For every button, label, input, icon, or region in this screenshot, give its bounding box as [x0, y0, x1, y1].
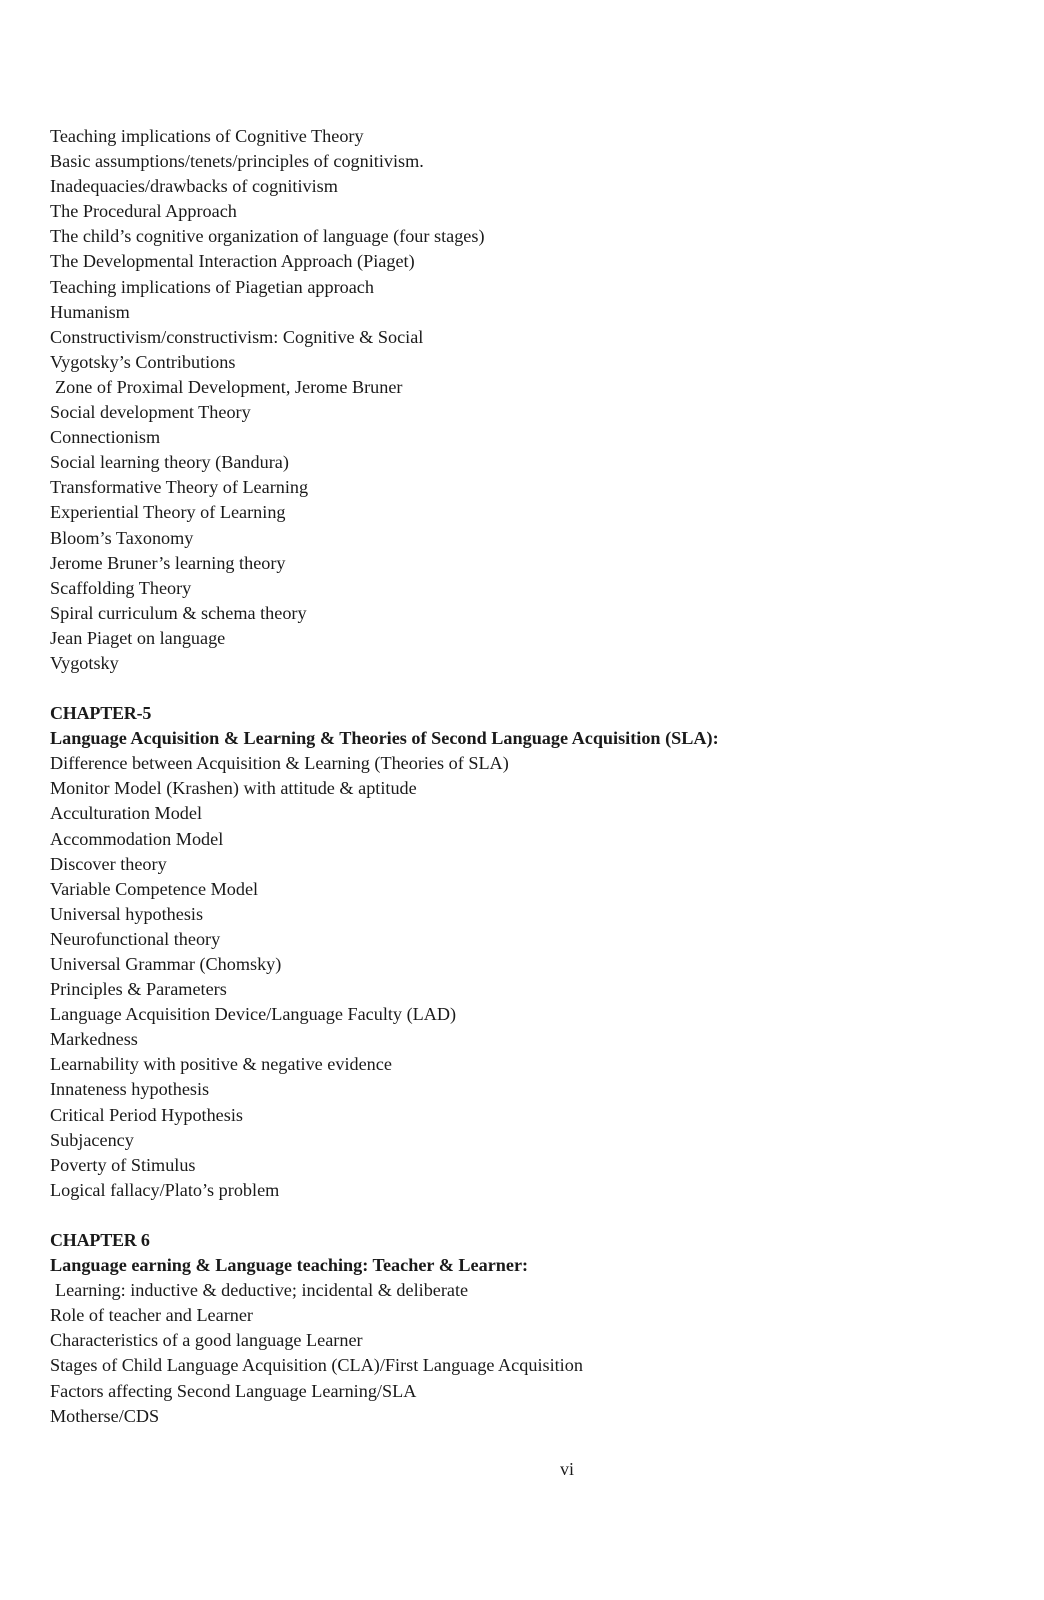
- chapter-5-label: CHAPTER-5: [50, 703, 152, 724]
- list-item: Poverty of Stimulus: [50, 1154, 196, 1175]
- page-number: vi: [559, 1459, 574, 1479]
- list-item: Motherse/CDS: [50, 1405, 160, 1426]
- list-item: Markedness: [50, 1029, 138, 1050]
- list-item: Vygotsky: [50, 652, 119, 673]
- list-item: Connectionism: [50, 427, 161, 448]
- list-item: Vygotsky’s Contributions: [50, 351, 236, 372]
- list-item: Monitor Model (Krashen) with attitude & aptitude: [50, 778, 417, 799]
- list-item: Jean Piaget on language: [50, 627, 226, 648]
- list-item: Jerome Bruner’s learning theory: [50, 552, 286, 573]
- list-item: Characteristics of a good language Learner: [50, 1330, 363, 1351]
- intro-list: [50, 124, 1010, 676]
- list-item: Constructivism/constructivism: Cognitive & Social: [50, 326, 424, 347]
- list-item: Factors affecting Second Language Learning/SLA: [50, 1380, 417, 1401]
- list-item: Neurofunctional theory: [50, 928, 221, 949]
- list-item: Spiral curriculum & schema theory: [50, 602, 307, 623]
- contents-page: [50, 124, 1010, 1429]
- list-item: Universal hypothesis: [50, 903, 204, 924]
- list-item: Accommodation Model: [50, 828, 224, 849]
- list-item: Role of teacher and Learner: [50, 1305, 253, 1326]
- list-item: Teaching implications of Piagetian approach: [50, 276, 374, 297]
- chapter-5-section: [50, 701, 1010, 1203]
- chapter-5-heading: Language Acquisition & Learning & Theories of Second Language Acquisition (SLA):: [50, 728, 719, 749]
- list-item: Experiential Theory of Learning: [50, 502, 286, 523]
- list-item: Social learning theory (Bandura): [50, 452, 289, 473]
- list-item: Teaching implications of Cognitive Theory: [50, 126, 364, 146]
- list-item: Stages of Child Language Acquisition (CLA)/First Language Acquisition: [50, 1355, 583, 1376]
- list-item: Transformative Theory of Learning: [50, 477, 309, 498]
- list-item: Bloom’s Taxonomy: [50, 527, 194, 548]
- list-item: Discover theory: [50, 853, 167, 874]
- list-item: Difference between Acquisition & Learning (Theories of SLA): [50, 753, 509, 774]
- list-item: Zone of Proximal Development, Jerome Bruner: [55, 376, 403, 397]
- list-item: Principles & Parameters: [50, 979, 227, 1000]
- chapter-6-heading: Language earning & Language teaching: Teacher & Learner:: [50, 1255, 529, 1276]
- list-item: Inadequacies/drawbacks of cognitivism: [50, 176, 338, 197]
- chapter-6-label: CHAPTER 6: [50, 1229, 150, 1250]
- list-item: Humanism: [50, 301, 130, 322]
- list-item: Basic assumptions/tenets/principles of cognitivism.: [50, 151, 424, 172]
- list-item: Critical Period Hypothesis: [50, 1104, 243, 1125]
- list-item: Social development Theory: [50, 402, 251, 423]
- list-item: The child’s cognitive organization of language (four stages): [50, 226, 485, 247]
- list-item: Subjacency: [50, 1129, 134, 1150]
- list-item: Language Acquisition Device/Language Faculty (LAD): [50, 1004, 457, 1025]
- list-item: Scaffolding Theory: [50, 577, 192, 598]
- list-item: The Procedural Approach: [50, 201, 237, 222]
- list-item: Learning: inductive & deductive; incidental & deliberate: [55, 1280, 469, 1301]
- list-item: Learnability with positive & negative evidence: [50, 1054, 392, 1075]
- list-item: Variable Competence Model: [50, 878, 259, 899]
- list-item: Innateness hypothesis: [50, 1079, 210, 1100]
- list-item: Logical fallacy/Plato’s problem: [50, 1179, 280, 1200]
- list-item: Universal Grammar (Chomsky): [50, 954, 282, 974]
- list-item: The Developmental Interaction Approach (Piaget): [50, 251, 415, 272]
- list-item: Acculturation Model: [50, 803, 203, 824]
- chapter-6-section: [50, 1228, 1010, 1429]
